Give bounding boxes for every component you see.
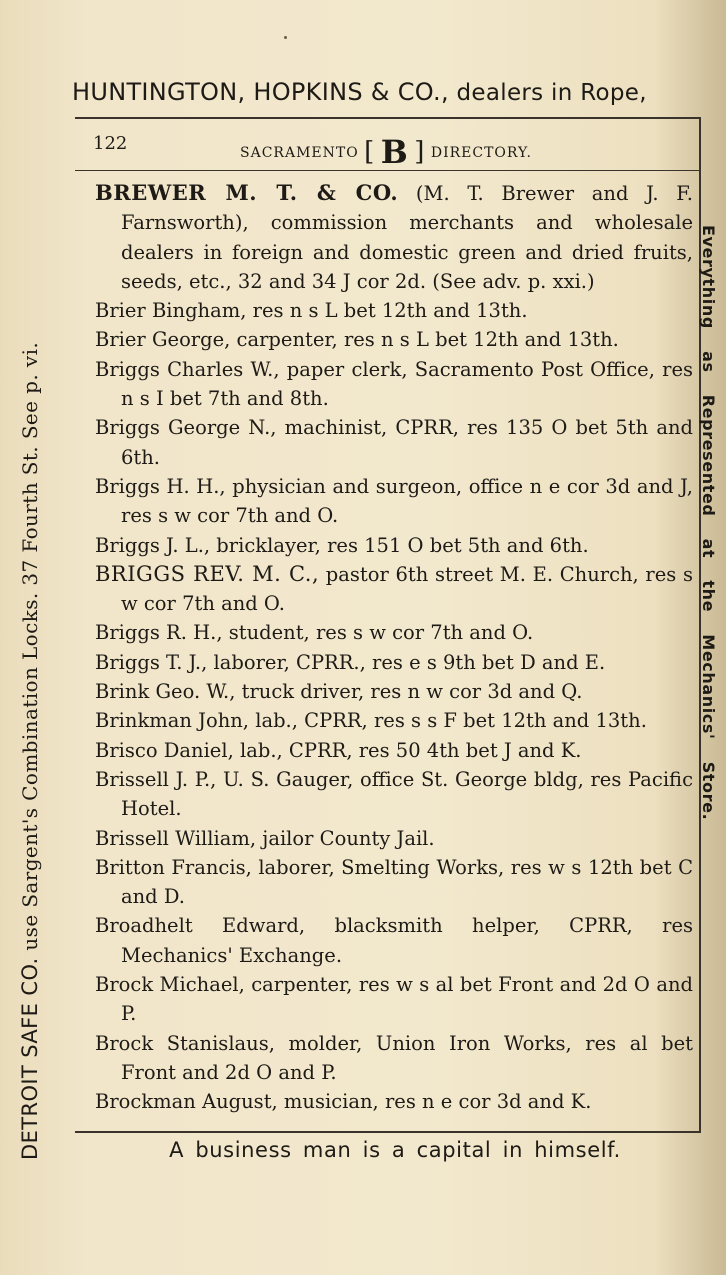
- list-item: Brock Michael, carpenter, res w s al bet Front and 2d O and P.: [95, 973, 693, 1026]
- list-item: Brissell J. P., U. S. Gauger, office St. George bldg, res Pacific Hotel.: [95, 767, 693, 821]
- list-item: Briggs J. L., bricklayer, res 151 O bet 5th and 6th.: [95, 533, 589, 557]
- list-item: Brock Stanislaus, molder, Union Iron Works, res al bet Front and 2d O and P.: [95, 1031, 693, 1084]
- right-margin-advertisement: Everything as Represented at the Mechanics' Store.: [699, 225, 718, 821]
- right-bracket: ]: [414, 137, 426, 167]
- list-item: Briggs T. J., laborer, CPRR., res e s 9th bet D and E.: [95, 650, 606, 674]
- list-item: Brier Bingham, res n s L bet 12th and 13th.: [95, 299, 528, 323]
- list-item: Brier George, carpenter, res n s L bet 12th and 13th.: [95, 328, 619, 352]
- bottom-motto: A business man is a capital in himself.: [169, 1138, 621, 1162]
- list-item: Brink Geo. W., truck driver, res n w cor 3d and Q.: [95, 680, 583, 704]
- list-item: Britton Francis, laborer, Smelting Works, res w s 12th bet C and D.: [95, 855, 693, 909]
- top-ad-firm: HUNTINGTON, HOPKINS & CO.,: [72, 78, 449, 106]
- list-item: BRIGGS REV. M. C., pastor 6th street M. E. Church, res s w cor 7th and O.: [95, 561, 693, 616]
- list-item: BREWER M. T. & CO. (M. T. Brewer and J. F. Farnsworth), commission merchants and wholesale dealers in foreign and domestic green and dried fruits, seeds, etc., 32 and 34 J cor 2d. (See adv. p. xxi.): [95, 180, 693, 293]
- top-advertisement: [72, 78, 702, 106]
- left-bracket: [: [364, 137, 376, 167]
- ink-speck: [284, 36, 287, 39]
- list-item: Brisco Daniel, lab., CPRR, res 50 4th bet J and K.: [95, 738, 582, 762]
- list-item: Briggs H. H., physician and surgeon, office n e cor 3d and J, res s w cor 7th and O.: [95, 474, 693, 528]
- running-head-city: SACRAMENTO: [240, 145, 359, 161]
- section-letter: B: [380, 133, 409, 171]
- top-ad-text: dealers in Rope,: [456, 80, 647, 106]
- left-ad-text: use Sargent's Combination Locks. 37 Fourth St. See p. vi.: [18, 341, 42, 951]
- left-margin-advertisement: [18, 120, 42, 1160]
- left-ad-firm: DETROIT SAFE CO.: [18, 957, 42, 1160]
- running-head: [240, 127, 532, 171]
- list-item: Brissell William, jailor County Jail.: [95, 826, 435, 850]
- directory-listings: [95, 178, 693, 1117]
- running-head-directory: DIRECTORY.: [430, 145, 532, 161]
- list-item: Brinkman John, lab., CPRR, res s s F bet 12th and 13th.: [95, 709, 647, 733]
- list-item: Broadhelt Edward, blacksmith helper, CPRR, res Mechanics' Exchange.: [95, 914, 693, 967]
- page-number: 122: [93, 133, 128, 154]
- list-item: Brockman August, musician, res n e cor 3d and K.: [95, 1090, 592, 1114]
- list-item: Briggs R. H., student, res s w cor 7th and O.: [95, 621, 534, 645]
- list-item: Briggs George N., machinist, CPRR, res 135 O bet 5th and 6th.: [95, 416, 693, 469]
- list-item: Briggs Charles W., paper clerk, Sacramento Post Office, res n s I bet 7th and 8th.: [95, 357, 693, 411]
